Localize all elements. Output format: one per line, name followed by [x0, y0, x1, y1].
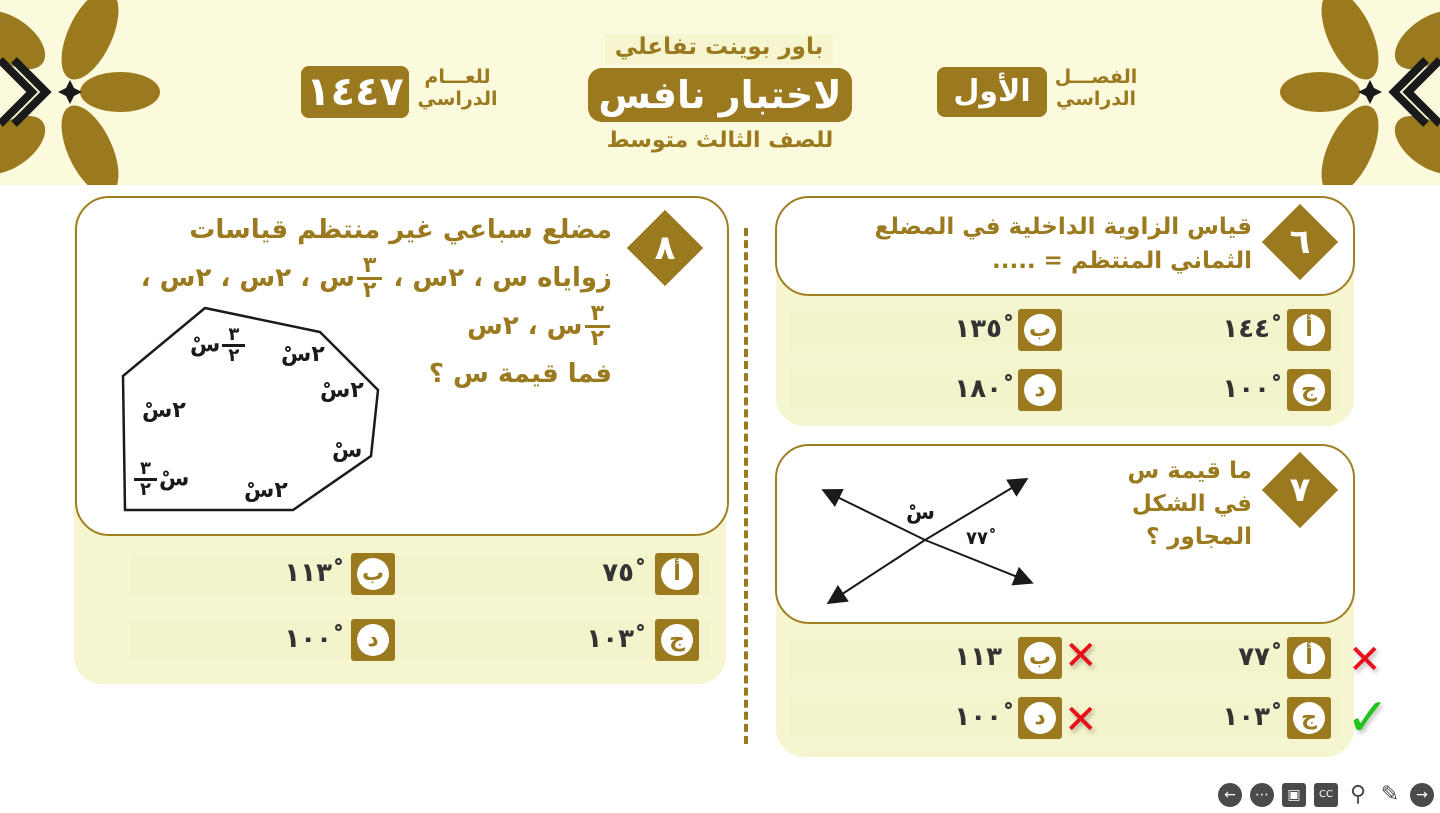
q8-option-d-value: ١٠٠ْ — [284, 624, 332, 654]
q7-intersecting-lines-figure — [815, 470, 1045, 610]
q7-option-a-value: ٧٧ْ — [1238, 642, 1270, 672]
ornament-left-icon — [0, 0, 170, 185]
pen-icon[interactable]: ✎ — [1380, 782, 1400, 807]
q6-option-d-value: ١٨٠ْ — [954, 374, 1002, 404]
q8-text-line1: مضلع سباعي غير منتظم قياسات — [189, 215, 612, 245]
q7-question-text — [1090, 455, 1252, 554]
q8-option-b-value: ١١٣ْ — [284, 558, 332, 588]
semester-label-line2: الدراسي — [1056, 88, 1136, 110]
q8-number: ٨ — [654, 228, 676, 268]
q6-text-line1: قياس الزاوية الداخلية في المضلع — [874, 214, 1252, 240]
q8-poly-label-bottom-left-suffix: سْ — [159, 466, 190, 492]
q8-text-line3-part-b: س ، ٢س — [466, 311, 583, 341]
q6-number-badge — [1262, 204, 1338, 280]
q6-question-text — [800, 210, 1252, 278]
slideshow-controls — [1218, 781, 1434, 809]
q6-text-line2: الثماني المنتظم = ..... — [991, 248, 1252, 274]
q8-option-c-value: ١٠٣ْ — [586, 624, 634, 654]
q7-option-b[interactable] — [1018, 637, 1062, 679]
year-label — [410, 66, 505, 110]
q6-option-d-letter: د — [1024, 374, 1056, 406]
q8-option-d-letter: د — [357, 624, 389, 656]
ornament-right-icon — [1270, 0, 1440, 185]
q8-text-line4: فما قيمة س ؟ — [428, 359, 612, 389]
q7-option-a[interactable] — [1287, 637, 1331, 679]
q7-option-d[interactable] — [1018, 697, 1062, 739]
q7-number-badge — [1262, 452, 1338, 528]
q7-text-line1: ما قيمة س — [1127, 458, 1252, 484]
q8-poly-label-top — [190, 326, 247, 365]
q8-poly-label-top-suffix: سْ — [190, 332, 221, 358]
q6-option-c[interactable] — [1287, 369, 1331, 411]
q8-text-line3-fraction — [585, 303, 610, 350]
forward-icon[interactable]: → — [1410, 783, 1434, 807]
q8-poly-label-left-upper: ٢سْ — [142, 398, 186, 423]
q7-figure-label-x: سْ — [906, 500, 935, 524]
q7-number: ٧ — [1289, 470, 1311, 510]
q7-option-a-wrong-icon: ✕ — [1348, 637, 1382, 683]
back-icon[interactable]: ← — [1218, 783, 1242, 807]
q8-option-b[interactable] — [351, 553, 395, 595]
q7-option-b-wrong-icon: ✕ — [1064, 633, 1098, 679]
q8-poly-label-top-num: ٣ — [222, 326, 245, 347]
q6-option-b-value: ١٣٥ْ — [954, 314, 1002, 344]
q8-option-a-letter: أ — [661, 558, 693, 590]
q7-option-c-correct-icon: ✓ — [1346, 688, 1390, 748]
q8-poly-label-right-upper: ٢سْ — [320, 378, 364, 403]
q6-number: ٦ — [1289, 222, 1311, 262]
q7-text-line3: المجاور ؟ — [1145, 524, 1252, 550]
q7-figure-label-angle: ٧٧ْ — [966, 528, 988, 549]
q8-text-line2-fraction-num: ٣ — [357, 255, 382, 280]
q6-option-d[interactable] — [1018, 369, 1062, 411]
q8-poly-label-bottom-left-num: ٣ — [134, 460, 157, 481]
q7-option-d-letter: د — [1024, 702, 1056, 734]
q6-option-a-value: ١٤٤ْ — [1222, 314, 1270, 344]
q8-text-line2-fraction — [357, 255, 382, 302]
q7-text-line2: في الشكل — [1131, 491, 1252, 517]
q8-poly-label-right-lower: سْ — [332, 438, 363, 463]
q8-option-c-letter: ج — [661, 624, 693, 656]
q7-option-b-value: ١١٣ — [954, 642, 1002, 672]
search-icon[interactable]: ⚲ — [1349, 782, 1367, 807]
q7-option-c-letter: ج — [1293, 702, 1325, 734]
q8-text-line3-fraction-num: ٣ — [585, 303, 610, 328]
q7-option-a-letter: أ — [1293, 642, 1325, 674]
year-value: ١٤٤٧ — [301, 66, 409, 118]
q8-text-line2 — [100, 254, 612, 302]
captions-icon[interactable]: CC — [1314, 783, 1338, 807]
q8-poly-label-top-den: ٢ — [228, 345, 240, 366]
header-main-title: لاختبار نافس — [588, 68, 852, 122]
q8-poly-label-top-right: ٢سْ — [281, 342, 325, 367]
q6-option-b-letter: ب — [1024, 314, 1056, 346]
column-divider — [744, 228, 748, 744]
q6-option-c-value: ١٠٠ْ — [1222, 374, 1270, 404]
semester-label — [1050, 66, 1142, 110]
q6-option-b[interactable] — [1018, 309, 1062, 351]
q8-poly-label-bottom-left — [132, 460, 189, 499]
header-banner — [0, 0, 1440, 185]
q8-number-badge — [627, 210, 703, 286]
q7-option-c-value: ١٠٣ْ — [1222, 702, 1270, 732]
year-label-line2: الدراسي — [417, 88, 498, 110]
q8-text-line2-part-a: زواياه س ، ٢س ، — [384, 263, 612, 293]
year-label-line1: للعـــام — [424, 66, 491, 88]
q8-text-line2-part-b: س ، ٢س ، ٢س ، — [140, 263, 355, 293]
q8-option-a-value: ٧٥ْ — [602, 558, 634, 588]
q7-option-b-letter: ب — [1024, 642, 1056, 674]
header-subtitle: باور بوينت تفاعلي — [605, 34, 833, 64]
q8-option-d[interactable] — [351, 619, 395, 661]
q8-option-a[interactable] — [655, 553, 699, 595]
q6-option-a-letter: أ — [1293, 314, 1325, 346]
camera-off-icon[interactable]: ▣ — [1282, 783, 1306, 807]
semester-value: الأول — [937, 67, 1047, 117]
q8-option-b-letter: ب — [357, 558, 389, 590]
q7-option-d-wrong-icon: ✕ — [1064, 697, 1098, 743]
q8-poly-label-bottom-left-den: ٢ — [140, 479, 151, 500]
q6-option-a[interactable] — [1287, 309, 1331, 351]
q7-option-c[interactable] — [1287, 697, 1331, 739]
q8-poly-label-bottom-mid: ٢سْ — [244, 478, 288, 503]
q8-text-line3-fraction-den: ٢ — [590, 326, 604, 351]
more-icon[interactable]: ⋯ — [1250, 783, 1274, 807]
q8-option-c[interactable] — [655, 619, 699, 661]
header-grade: للصف الثالث متوسط — [606, 128, 834, 153]
q8-text-line2-fraction-den: ٢ — [363, 278, 377, 303]
q6-option-c-letter: ج — [1293, 374, 1325, 406]
q7-option-d-value: ١٠٠ْ — [954, 702, 1002, 732]
semester-label-line1: الفصـــل — [1054, 66, 1138, 88]
